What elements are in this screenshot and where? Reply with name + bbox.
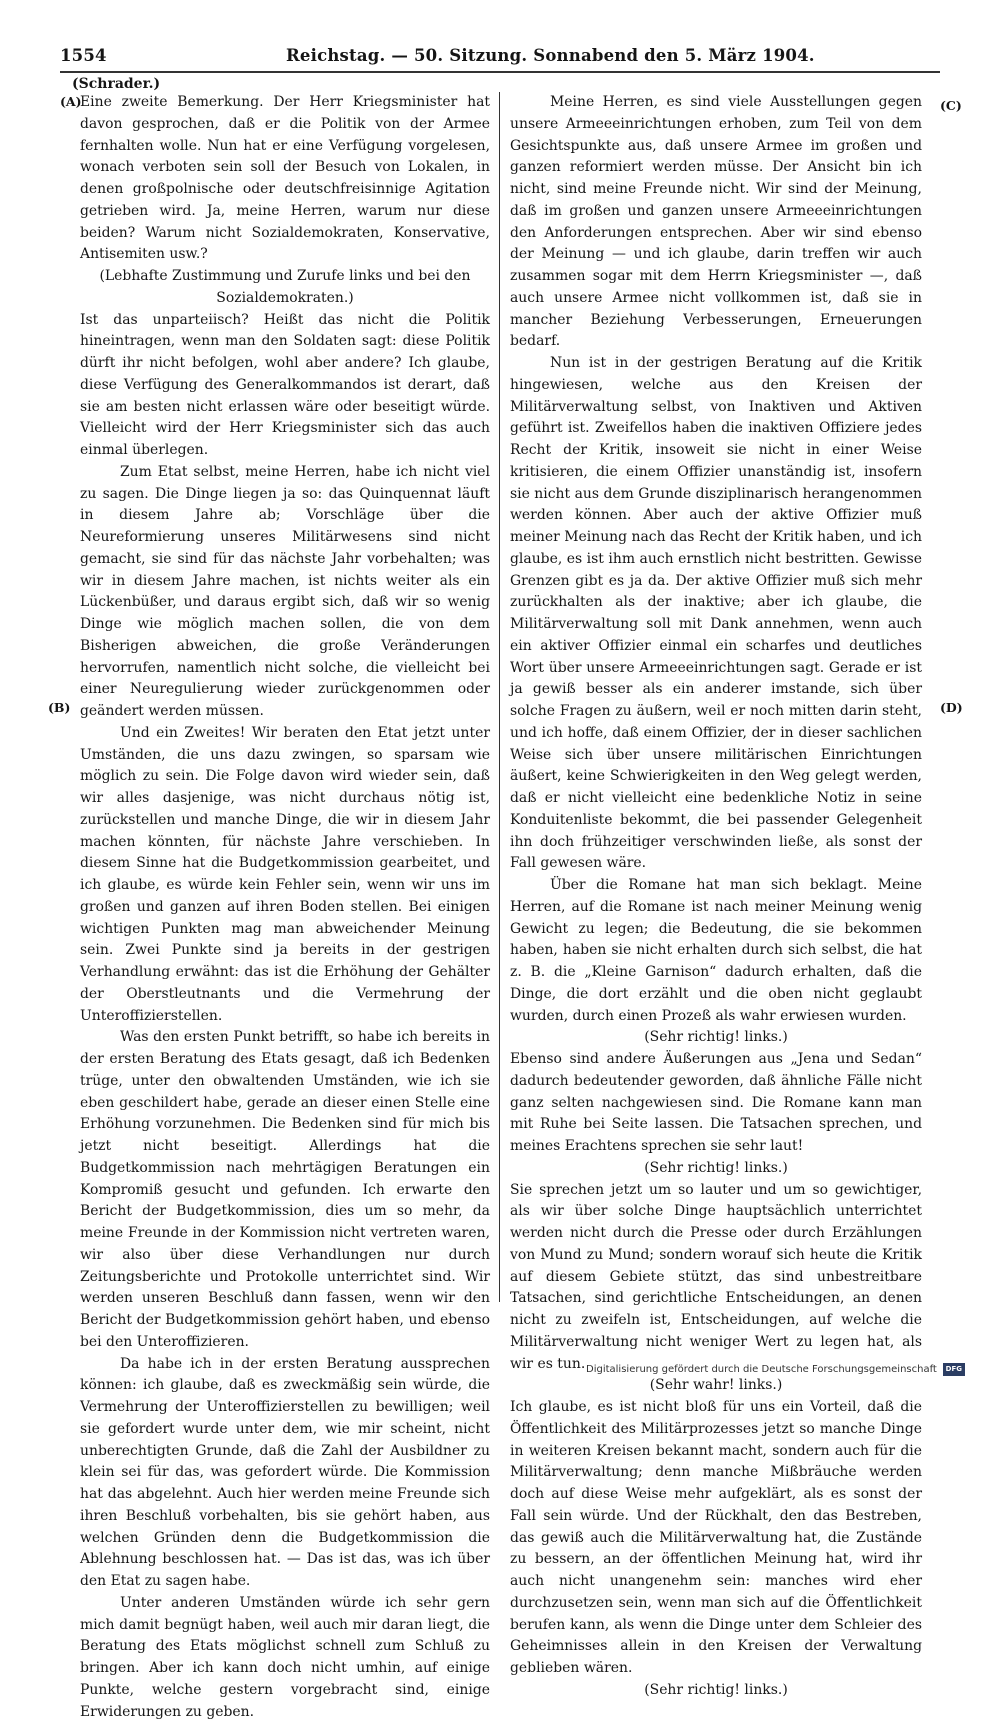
paragraph: Eine zweite Bemerkung. Der Herr Kriegsminister hat davon gesprochen, daß er die Politik von der Armee fernhalten wolle. Nun hat er eine Verfügung vorgelesen, wonach verboten sein soll der Besuch von Lokalen, in denen großpolnische oder deutschfreisinnige Agitation getrieben wird. Ja, meine Herren, warum nur diese beiden? Warum nicht Sozialdemokraten, Konservative, Antisemiten usw.? <box>80 94 490 263</box>
dfg-logo-icon: DFG <box>943 1363 965 1376</box>
speaker-name: (Schrader.) <box>72 76 161 92</box>
page-header <box>60 44 940 70</box>
margin-mark-c: (C) <box>940 98 962 113</box>
paragraph: Nun ist in der gestrigen Beratung auf die Kritik hingewiesen, welche aus den Kreisen der Militärverwaltung selbst, von Inaktiven und Aktiven geführt ist. Zweifellos haben die inaktiven Offiziere jedes Recht der Kritik, insoweit sie nicht in einer Weise kritisieren, die einem Offizier unanständig ist, insofern sie nicht aus dem Grunde disziplinarisch herangenommen werden können. Aber auch der aktive Offizier muß meiner Meinung nach das Recht der Kritik haben, und ich glaube, es ist ihm auch ernstlich nicht bestritten. Gewisse Grenzen gibt es ja da. Der aktive Offizier muß sich mehr zurückhalten als der inaktive; aber ich glaube, die Militärverwaltung soll mit Dank annehmen, wenn auch ein aktiver Offizier einmal ein scharfes und deutliches Wort über unsere Armeeeinrichtungen sagt. Gerade er ist ja gewiß besser als ein anderer imstande, sich über solche Fragen zu äußern, weil er noch mitten darin steht, und ich hoffe, daß einem Offizier, der in dieser sachlichen Weise sich über unsere militärischen Einrichtungen äußert, keine Schwierigkeiten in den Weg gelegt werden, daß er nicht vielleicht eine bedenkliche Notiz in seine Konduitenliste bekommt, die bei passender Gelegenheit ihn doch frühzeitiger verschwinden ließe, als sonst der Fall gewesen wäre. <box>510 355 922 872</box>
interjection: (Sehr richtig! links.) <box>644 1681 788 1698</box>
paragraph: Meine Herren, es sind viele Ausstellungen gegen unsere Armeeeinrichtungen erhoben, zum Teil von dem Gesichtspunkte aus, daß unsere Armee im großen und ganzen reformiert werden müsse. Der Ansicht bin ich nicht, sind meine Freunde nicht. Wir sind der Meinung, daß im großen und ganzen unsere Armeeeinrichtungen den Anforderungen entsprechen. Aber wir sind ebenso der Meinung — und ich glaube, darin treffen wir auch zusammen sogar mit dem Herrn Kriegsminister —, daß auch unsere Armee nicht vollkommen ist, daß sie in mancher Beziehung Verbesserungen, Erneuerungen bedarf. <box>510 94 922 350</box>
left-column <box>80 92 490 1720</box>
paragraph: Sie sprechen jetzt um so lauter und um so gewichtiger, als wir über solche Dinge hauptsächlich unterrichtet werden nicht durch die Presse oder durch Erzählungen von Mund zu Mund; sondern worauf sich heute die Kritik auf diesem Gebiete stützt, das sind unbestreitbare Tatsachen, sind gerichtliche Entscheidungen, an denen nicht zu zweifeln ist, Entscheidungen, auf welche die Militärverwaltung nicht weniger Wert zu legen hat, als wir es tun. <box>510 1181 922 1372</box>
paragraph: Und ein Zweites! Wir beraten den Etat jetzt unter Umständen, die uns dazu zwingen, so sparsam wie möglich zu sein. Die Folge davon wird wieder sein, daß wir alles dasjenige, was nicht durchaus nötig ist, zurückstellen und manche Dinge, die wir in diesem Jahr machen könnten, für nächste Jahre verschieben. In diesem Sinne hat die Budgetkommission gearbeitet, und ich glaube, es würde kein Fehler sein, wenn wir uns im großen und ganzen auf ihren Boden stellen. Bei einigen wichtigen Punkten mag man abweichender Meinung sein. Zwei Punkte sind ja bereits in der gestrigen Verhandlung erwähnt: das ist die Erhöhung der Gehälter der Oberstleutnants und die Vermehrung der Unteroffizierstellen. <box>80 724 490 1024</box>
margin-mark-b: (B) <box>48 700 71 715</box>
footer-credit: Digitalisierung gefördert durch die Deutsche Forschungsgemeinschaft <box>586 1363 937 1375</box>
header-rule <box>60 71 940 73</box>
margin-mark-d: (D) <box>940 700 963 715</box>
interjection: (Sehr wahr! links.) <box>649 1377 783 1394</box>
paragraph: Da habe ich in der ersten Beratung aussprechen können: ich glaube, daß es zweckmäßig sein würde, die Vermehrung der Unteroffizierstellen zu bewilligen; weil sie gefordert wurde unter dem, wie mir scheint, nicht unberechtigten Grunde, daß die Zahl der Ausbildner zu klein sei für das, was gefordert würde. Die Kommission hat das abgelehnt. Auch hier werden meine Freunde sich ihren Beschluß vorbehalten, bis sie gehört haben, aus welchen Gründen denn die Budgetkommission die Ablehnung beschlossen hat. — Das ist das, was ich über den Etat zu sagen habe. <box>80 1355 490 1589</box>
page-number: 1554 <box>60 46 107 65</box>
paragraph: Ebenso sind andere Äußerungen aus „Jena und Sedan“ dadurch bedeutender geworden, daß ähnliche Fälle nicht ganz selten nachgewiesen sind. Die Romane kann man mit Ruhe bei Seite lassen. Die Tatsachen sprechen, und meines Erachtens sprechen sie sehr laut! <box>510 1051 922 1154</box>
paragraph: Ich glaube, es ist nicht bloß für uns ein Vorteil, daß die Öffentlichkeit des Militärprozesses jetzt so manche Dinge in weiteren Kreisen bekannt macht, sondern auch für die Militärverwaltung; denn manche Mißbräuche werden doch auf diese Weise mehr aufgeklärt, als es sonst der Fall sein würde. Und der Rückhalt, den das Bestreben, das gewiß auch die Militärverwaltung hat, die Zustände zu bessern, an der öffentlichen Meinung hat, wird ihr auch nicht unangenehm sein: manches wird eher durchzusetzen sein, wenn man sich auf die Öffentlichkeit berufen kann, als wenn die Dinge unter dem Schleier des Geheimnisses allein in den Kreisen der Verwaltung geblieben wären. <box>510 1399 922 1676</box>
paragraph: Zum Etat selbst, meine Herren, habe ich nicht viel zu sagen. Die Dinge liegen ja so: das Quinquennat läuft in diesem Jahre ab; Vorschläge über die Neureformierung unseres Militärwesens sind nicht gemacht, sie sind für das nächste Jahr vorbehalten; was wir in diesem Jahre machen, ist nichts weiter als ein Lückenbüßer, und daraus ergibt sich, daß wir so wenig Dinge wie möglich machen sollen, die von dem Bisherigen abweichen, die große Veränderungen hervorrufen, namentlich nicht solche, die vielleicht bei einer Neuregulierung wieder zurückgenommen oder geändert werden müssen. <box>80 463 490 719</box>
interjection: (Lebhafte Zustimmung und Zurufe links und bei den Sozialdemokraten.) <box>99 268 471 306</box>
margin-mark-a: (A) <box>60 94 82 109</box>
footer <box>586 1361 965 1377</box>
paragraph: Über die Romane hat man sich beklagt. Meine Herren, auf die Romane ist nach meiner Meinung wenig Gewicht zu legen; die Bedeutung, die sie bekommen haben, haben sie nicht erhalten durch sich selbst, die hat z. B. die „Kleine Garnison“ dadurch erhalten, daß die Dinge, die dort erzählt und die oben nicht geglaubt wurden, durch einen Prozeß als wahr erwiesen wurden. <box>510 877 922 1024</box>
paragraph: Was den ersten Punkt betrifft, so habe ich bereits in der ersten Beratung des Etats gesagt, daß ich Bedenken trüge, unter den obwaltenden Umständen, wie ich sie eben geschildert habe, gerade an dieser einen Stelle eine Erhöhung vorzunehmen. Die Bedenken sind für mich bis jetzt nicht beseitigt. Allerdings hat die Budgetkommission nach mehrtägigen Beratungen ein Kompromiß gesucht und gefunden. Ich erwarte den Bericht der Budgetkommission, dies um so mehr, da meine Freunde in der Kommission nicht vertreten waren, wir also über diese Verhandlungen nur durch Zeitungsberichte und Protokolle unterrichtet sind. Wir werden unseren Beschluß dann fassen, wenn wir den Bericht der Budgetkommission gehört haben, und ebenso bei den Unteroffizieren. <box>80 1029 490 1350</box>
interjection: (Sehr richtig! links.) <box>644 1159 788 1176</box>
column-divider <box>499 92 500 1302</box>
running-head: Reichstag. — 50. Sitzung. Sonnabend den 5. März 1904. <box>286 46 815 65</box>
paragraph: Unter anderen Umständen würde ich sehr gern mich damit begnügt haben, weil auch mir daran liegt, die Beratung des Etats möglichst schnell zum Schluß zu bringen. Aber ich kann doch nicht umhin, auf einige Punkte, welche gestern vorgebracht sind, einige Erwiderungen zu geben. <box>80 1594 490 1720</box>
interjection: (Sehr richtig! links.) <box>644 1029 788 1046</box>
paragraph: Ist das unparteiisch? Heißt das nicht die Politik hineintragen, wenn man den Soldaten sagt: diese Politik dürft ihr nicht befolgen, wohl aber andere? Ich glaube, diese Verfügung des Generalkommandos ist derart, daß sie am besten nicht erlassen wäre oder beseitigt würde. Vielleicht wird der Herr Kriegsminister sich das auch einmal überlegen. <box>80 311 490 458</box>
